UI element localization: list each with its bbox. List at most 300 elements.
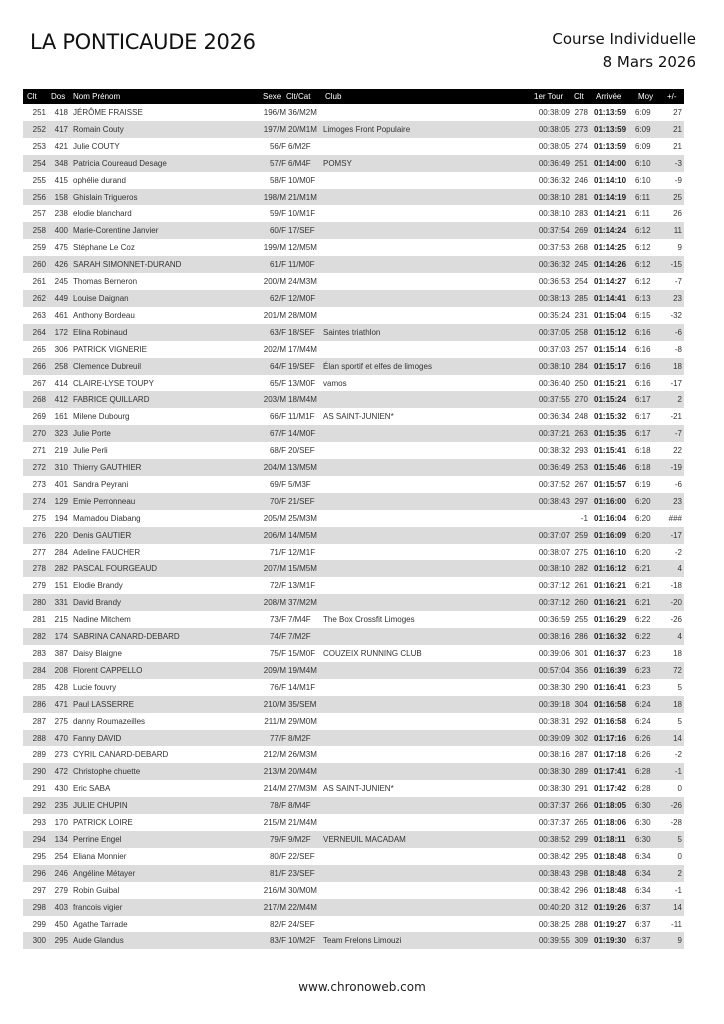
cell-cat: 13/M5M	[288, 463, 317, 473]
cell-clt: 277	[32, 547, 46, 557]
cell-moy: 6:23	[635, 682, 651, 692]
cell-dos: 472	[54, 767, 68, 777]
cell-arr: 01:18:48	[594, 885, 627, 895]
cell-clt2: 298	[574, 868, 588, 878]
cell-clt: 300	[32, 936, 46, 946]
table-row	[23, 290, 684, 307]
cell-clt: 295	[32, 851, 46, 861]
cell-arr: 01:16:09	[594, 530, 627, 540]
table-row	[23, 628, 684, 645]
cell-dos: 220	[54, 530, 68, 540]
cell-tour: 00:36:49	[538, 463, 570, 473]
cell-clt2: 356	[574, 665, 588, 675]
cell-arr: 01:14:00	[594, 158, 627, 168]
cell-nom: Julie COUTY	[73, 141, 120, 151]
cell-sexe: 201/M	[263, 310, 286, 320]
cell-clt: 274	[32, 496, 46, 506]
cell-sexe: 61/F	[269, 260, 286, 270]
cell-tour: 00:38:13	[538, 293, 570, 303]
cell-arr: 01:13:59	[594, 108, 627, 117]
cell-arr: 01:14:24	[594, 226, 627, 236]
cell-cat: 8/M2F	[288, 733, 311, 743]
cell-clt2: 302	[574, 733, 588, 743]
cell-dos: 295	[54, 936, 68, 946]
cell-tour: 00:37:53	[538, 243, 570, 253]
cell-cat: 15/M5M	[288, 564, 317, 574]
table-row	[23, 442, 684, 459]
cell-cat: 17/M4M	[288, 344, 317, 354]
cell-clt2: 270	[574, 395, 588, 405]
cell-sexe: 216/M	[263, 885, 286, 895]
cell-nom: Mamadou Diabang	[73, 513, 141, 523]
cell-nom: JÉRÔME FRAISSE	[73, 108, 143, 117]
cell-clt: 292	[32, 801, 46, 811]
cell-arr: 01:16:58	[594, 699, 627, 709]
cell-arr: 01:15:04	[594, 310, 627, 320]
table-row	[23, 882, 684, 899]
cell-diff: -15	[670, 260, 682, 270]
cell-diff: -17	[670, 378, 682, 388]
cell-tour: 00:36:32	[538, 260, 570, 270]
cell-moy: 6:13	[635, 293, 651, 303]
cell-clt: 254	[32, 158, 46, 168]
table-row	[23, 746, 684, 763]
table-row	[23, 831, 684, 848]
cell-sexe: 72/F	[269, 581, 286, 591]
cell-tour: 00:37:05	[538, 327, 570, 337]
cell-cat: 12/M5M	[288, 243, 317, 253]
cell-moy: 6:17	[635, 395, 651, 405]
cell-moy: 6:20	[635, 530, 651, 540]
cell-moy: 6:11	[635, 209, 650, 219]
table-body	[23, 104, 684, 949]
cell-dos: 428	[54, 682, 68, 692]
cell-clt: 262	[32, 293, 46, 303]
cell-sexe: 211/M	[264, 716, 286, 726]
cell-clt2: 304	[574, 699, 588, 709]
table-row	[23, 730, 684, 747]
cell-clt: 290	[32, 767, 46, 777]
cell-cat: 6/M2F	[288, 141, 311, 151]
cell-sexe: 202/M	[263, 344, 286, 354]
page-title: LA PONTICAUDE 2026	[30, 30, 256, 54]
cell-diff: 5	[677, 716, 682, 726]
cell-arr: 01:18:48	[594, 851, 627, 861]
cell-moy: 6:26	[635, 733, 651, 743]
cell-arr: 01:18:06	[594, 818, 627, 828]
cell-dos: 172	[54, 327, 68, 337]
cell-clt2: 282	[574, 564, 588, 574]
col-header-dos: Dos	[51, 92, 66, 101]
cell-dos: 161	[54, 412, 68, 422]
cell-clt: 293	[32, 818, 46, 828]
cell-cat: 20/M4M	[288, 767, 317, 777]
cell-sexe: 75/F	[269, 649, 286, 658]
cell-cat: 26/M3M	[288, 750, 317, 760]
cell-sexe: 66/F	[269, 412, 286, 422]
cell-nom: SABRINA CANARD-DEBARD	[73, 632, 180, 642]
cell-moy: 6:28	[635, 767, 651, 777]
cell-nom: Lucie fouvry	[73, 682, 117, 692]
cell-cat: 22/M4M	[288, 902, 317, 912]
cell-clt2: 259	[574, 530, 588, 540]
cell-diff: 23	[673, 496, 682, 506]
cell-sexe: 64/F	[269, 361, 286, 371]
cell-moy: 6:10	[635, 175, 651, 185]
cell-nom: FABRICE QUILLARD	[73, 395, 150, 405]
cell-nom: Sandra Peyrani	[73, 479, 129, 489]
cell-arr: 01:14:26	[594, 260, 627, 270]
cell-dos: 158	[54, 192, 68, 202]
cell-sexe: 206/M	[263, 530, 286, 540]
cell-dos: 151	[54, 581, 68, 591]
cell-clt2: 273	[574, 124, 588, 134]
cell-clt2: 246	[574, 175, 588, 185]
cell-dos: 461	[54, 310, 68, 320]
cell-diff: 9	[677, 243, 682, 253]
cell-nom: Paul LASSERRE	[73, 699, 134, 709]
cell-cat: 10/M0F	[288, 175, 316, 185]
cell-sexe: 196/M	[263, 108, 286, 117]
cell-clt: 270	[32, 429, 46, 439]
cell-cat: 9/M2F	[288, 834, 311, 844]
cell-arr: 01:14:21	[594, 209, 627, 219]
cell-tour: 00:38:52	[538, 834, 570, 844]
cell-nom: Patricia Coureaud Desage	[73, 158, 167, 168]
cell-tour: 00:37:12	[538, 598, 570, 608]
cell-moy: 6:30	[635, 834, 651, 844]
cell-dos: 129	[54, 496, 68, 506]
cell-moy: 6:19	[635, 479, 651, 489]
cell-moy: 6:10	[635, 158, 651, 168]
cell-clt: 271	[32, 446, 46, 456]
cell-tour: 00:39:55	[538, 936, 570, 946]
cell-diff: 14	[673, 902, 682, 912]
table-row	[23, 696, 684, 713]
cell-nom: Marie-Corentine Janvier	[73, 226, 159, 236]
cell-sexe: 67/F	[269, 429, 286, 439]
cell-moy: 6:23	[635, 665, 651, 675]
cell-clt2: 255	[574, 615, 588, 625]
cell-cat: 18/SEF	[288, 327, 315, 337]
cell-sexe: 210/M	[263, 699, 286, 709]
cell-sexe: 74/F	[269, 632, 286, 642]
cell-clt: 255	[32, 175, 46, 185]
col-header-cltcat: Clt/Cat	[286, 92, 311, 101]
cell-diff: 23	[673, 293, 682, 303]
cell-clt2: 285	[574, 293, 588, 303]
table-row	[23, 763, 684, 780]
cell-clt2: 281	[574, 192, 588, 202]
cell-cat: 17/SEF	[288, 226, 315, 236]
results-table	[23, 89, 684, 949]
cell-clt: 294	[32, 834, 46, 844]
cell-dos: 421	[54, 141, 68, 151]
cell-diff: -8	[674, 344, 682, 354]
cell-diff: 18	[673, 361, 682, 371]
cell-diff: -26	[670, 615, 682, 625]
col-header-club: Club	[325, 92, 342, 101]
table-row	[23, 780, 684, 797]
cell-clt: 281	[32, 615, 46, 625]
cell-sexe: 58/F	[269, 175, 286, 185]
cell-moy: 6:30	[635, 818, 651, 828]
cell-tour: 00:37:52	[538, 479, 570, 489]
cell-moy: 6:23	[635, 649, 651, 658]
cell-moy: 6:22	[635, 632, 651, 642]
cell-nom: francois vigier	[73, 902, 123, 912]
cell-diff: 22	[673, 446, 682, 456]
cell-cat: 24/SEF	[288, 919, 315, 929]
cell-clt: 286	[32, 699, 46, 709]
cell-sexe: 68/F	[269, 446, 286, 456]
cell-nom: JULIE CHUPIN	[73, 801, 128, 811]
cell-dos: 449	[54, 293, 68, 303]
cell-diff: -26	[670, 801, 682, 811]
cell-tour: 00:36:34	[538, 412, 570, 422]
cell-sexe: 57/F	[269, 158, 286, 168]
cell-clt: 296	[32, 868, 46, 878]
table-row	[23, 256, 684, 273]
cell-tour: 00:38:09	[538, 108, 570, 117]
cell-clt2: 267	[574, 479, 588, 489]
cell-cat: 14/M0F	[288, 429, 316, 439]
cell-club: POMSY	[323, 158, 352, 168]
cell-nom: Daisy Blaigne	[73, 649, 122, 658]
cell-arr: 01:19:30	[594, 936, 627, 946]
cell-nom: Perrine Engel	[73, 834, 122, 844]
cell-arr: 01:14:41	[594, 293, 627, 303]
cell-arr: 01:15:24	[594, 395, 627, 405]
cell-clt2: 292	[574, 716, 588, 726]
cell-clt2: 283	[574, 209, 588, 219]
cell-dos: 246	[54, 868, 68, 878]
cell-clt: 284	[32, 665, 46, 675]
cell-tour: 00:38:31	[538, 716, 570, 726]
cell-sexe: 80/F	[269, 851, 286, 861]
cell-moy: 6:11	[635, 192, 650, 202]
cell-clt2: 266	[574, 801, 588, 811]
cell-clt: 273	[32, 479, 46, 489]
cell-cat: 37/M2M	[288, 598, 317, 608]
cell-clt: 297	[32, 885, 46, 895]
cell-dos: 470	[54, 733, 68, 743]
table-row	[23, 408, 684, 425]
cell-arr: 01:15:35	[594, 429, 627, 439]
cell-diff: 26	[673, 209, 682, 219]
cell-cat: 8/M4F	[288, 801, 311, 811]
cell-sexe: 208/M	[263, 598, 286, 608]
cell-moy: 6:12	[635, 277, 651, 287]
table-row	[23, 899, 684, 916]
cell-tour: 00:37:03	[538, 344, 570, 354]
cell-cat: 21/SEF	[288, 496, 315, 506]
cell-moy: 6:18	[635, 463, 651, 473]
cell-arr: 01:15:12	[594, 327, 627, 337]
cell-diff: -9	[674, 175, 682, 185]
cell-clt2: 293	[574, 446, 588, 456]
table-row	[23, 391, 684, 408]
cell-diff: -6	[674, 327, 682, 337]
cell-nom: Romain Couty	[73, 124, 124, 134]
cell-clt2: 301	[574, 649, 588, 658]
table-row	[23, 425, 684, 442]
cell-clt: 251	[32, 108, 46, 117]
cell-club: Team Frelons Limouzi	[323, 936, 402, 946]
cell-arr: 01:16:37	[594, 649, 627, 658]
cell-dos: 401	[54, 479, 68, 489]
cell-diff: -20	[670, 598, 682, 608]
cell-nom: elodie blanchard	[73, 209, 132, 219]
cell-club: Élan sportif et elfes de limoges	[323, 361, 432, 371]
table-row	[23, 814, 684, 831]
cell-nom: CYRIL CANARD-DEBARD	[73, 750, 169, 760]
cell-cat: 29/M0M	[288, 716, 317, 726]
cell-tour: 00:38:16	[538, 632, 570, 642]
cell-tour: 00:38:42	[538, 851, 570, 861]
cell-cat: 5/M3F	[288, 479, 311, 489]
cell-nom: Elina Robinaud	[73, 327, 128, 337]
cell-cat: 35/SEM	[288, 699, 317, 709]
col-header-arrivee: Arrivée	[596, 92, 622, 101]
cell-arr: 01:18:05	[594, 801, 627, 811]
cell-moy: 6:16	[635, 344, 651, 354]
cell-nom: SARAH SIMONNET-DURAND	[73, 260, 182, 270]
cell-diff: -6	[674, 479, 682, 489]
cell-sexe: 197/M	[263, 124, 286, 134]
cell-arr: 01:15:21	[594, 378, 627, 388]
cell-cat: 19/SEF	[288, 361, 315, 371]
cell-diff: 4	[677, 564, 682, 574]
cell-dos: 284	[54, 547, 68, 557]
cell-arr: 01:14:27	[594, 277, 627, 287]
race-date: 8 Mars 2026	[602, 53, 696, 71]
cell-tour: 00:37:54	[538, 226, 570, 236]
cell-cat: 6/M4F	[288, 158, 311, 168]
cell-club: AS SAINT-JUNIEN*	[323, 784, 394, 794]
cell-dos: 273	[54, 750, 68, 760]
cell-nom: Stéphane Le Coz	[73, 243, 135, 253]
cell-moy: 6:20	[635, 496, 651, 506]
cell-dos: 258	[54, 361, 68, 371]
cell-sexe: 78/F	[269, 801, 286, 811]
cell-diff: 72	[673, 665, 682, 675]
cell-nom: Thierry GAUTHIER	[73, 463, 142, 473]
cell-nom: Clemence Dubreuil	[73, 361, 142, 371]
cell-club: Limoges Front Populaire	[323, 124, 411, 134]
cell-clt2: 299	[574, 834, 588, 844]
cell-tour: 00:38:43	[538, 868, 570, 878]
cell-diff: 4	[677, 632, 682, 642]
cell-diff: -7	[674, 277, 682, 287]
cell-tour: 00:38:30	[538, 784, 570, 794]
cell-clt2: 278	[574, 108, 588, 117]
cell-clt: 276	[32, 530, 46, 540]
cell-cat: 20/SEF	[288, 446, 315, 456]
cell-moy: 6:09	[635, 124, 651, 134]
cell-sexe: 212/M	[263, 750, 286, 760]
cell-sexe: 205/M	[263, 513, 286, 523]
cell-clt2: 290	[574, 682, 588, 692]
cell-sexe: 203/M	[263, 395, 286, 405]
cell-moy: 6:21	[635, 598, 651, 608]
cell-diff: -2	[674, 547, 682, 557]
cell-tour: 00:38:32	[538, 446, 570, 456]
cell-dos: 279	[54, 885, 68, 895]
cell-moy: 6:15	[635, 310, 651, 320]
cell-dos: 245	[54, 277, 68, 287]
cell-cat: 27/M3M	[288, 784, 317, 794]
cell-cat: 12/M0F	[288, 293, 316, 303]
cell-dos: 306	[54, 344, 68, 354]
cell-diff: 21	[673, 141, 682, 151]
cell-diff: -1	[674, 767, 682, 777]
cell-cat: 18/M4M	[288, 395, 317, 405]
cell-nom: PATRICK VIGNERIE	[73, 344, 147, 354]
cell-clt2: 253	[574, 463, 588, 473]
table-row	[23, 662, 684, 679]
cell-nom: Fanny DAVID	[73, 733, 122, 743]
cell-nom: David Brandy	[73, 598, 122, 608]
cell-tour: 00:37:37	[538, 818, 570, 828]
table-row	[23, 560, 684, 577]
table-row	[23, 205, 684, 222]
cell-clt: 261	[32, 277, 46, 287]
cell-tour: 00:38:30	[538, 682, 570, 692]
cell-arr: 01:16:04	[594, 513, 627, 523]
cell-dos: 418	[54, 108, 68, 117]
cell-clt: 253	[32, 141, 46, 151]
cell-arr: 01:16:58	[594, 716, 627, 726]
cell-arr: 01:14:25	[594, 243, 627, 253]
cell-club: VERNEUIL MACADAM	[323, 834, 406, 844]
cell-nom: Aude Glandus	[73, 936, 124, 946]
cell-nom: danny Roumazeilles	[73, 716, 146, 726]
cell-clt: 285	[32, 682, 46, 692]
cell-moy: 6:12	[635, 243, 651, 253]
cell-dos: 475	[54, 243, 68, 253]
cell-tour: 00:38:05	[538, 141, 570, 151]
cell-clt2: 309	[574, 936, 588, 946]
table-row	[23, 307, 684, 324]
cell-nom: Milene Dubourg	[73, 412, 130, 422]
cell-moy: 6:12	[635, 260, 651, 270]
cell-diff: 0	[677, 851, 682, 861]
cell-nom: Adeline FAUCHER	[73, 547, 141, 557]
cell-club: The Box Crossfit Limoges	[323, 615, 415, 625]
cell-cat: 7/M2F	[288, 632, 311, 642]
col-header-moy: Moy	[638, 92, 654, 101]
cell-tour: 00:36:40	[538, 378, 570, 388]
cell-tour: 00:38:30	[538, 767, 570, 777]
cell-dos: 170	[54, 818, 68, 828]
cell-clt: 278	[32, 564, 46, 574]
cell-cat: 24/M3M	[288, 277, 317, 287]
table-row	[23, 104, 684, 121]
cell-clt2: 265	[574, 818, 588, 828]
cell-cat: 11/M1F	[288, 412, 315, 422]
cell-cat: 14/M1F	[288, 682, 316, 692]
cell-diff: 25	[673, 192, 682, 202]
cell-diff: 14	[673, 733, 682, 743]
cell-nom: Eliana Monnier	[73, 851, 127, 861]
cell-diff: -1	[674, 885, 682, 895]
cell-clt2: 274	[574, 141, 588, 151]
cell-tour: 00:36:59	[538, 615, 570, 625]
cell-moy: 6:26	[635, 750, 651, 760]
cell-clt: 289	[32, 750, 46, 760]
cell-moy: 6:16	[635, 361, 651, 371]
